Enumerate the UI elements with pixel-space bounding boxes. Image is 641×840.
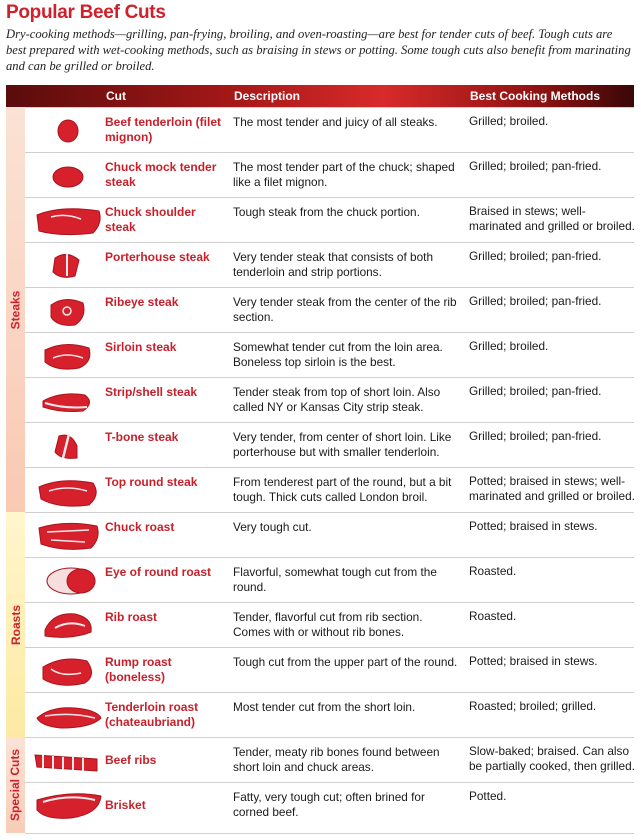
- cut-name: Strip/shell steak: [105, 385, 198, 399]
- ribeye-steak-icon: [31, 291, 105, 329]
- table-row: [25, 152, 634, 197]
- header-methods: Best Cooking Methods: [470, 89, 601, 103]
- cut-name: Chuck shoulder steak: [105, 205, 196, 234]
- cooking-methods: Potted; braised in stews.: [469, 654, 598, 668]
- cooking-methods: Potted.: [469, 789, 507, 803]
- table-row: [25, 557, 634, 602]
- group-label-steaks: Steaks: [8, 290, 23, 329]
- cut-description: Fatty, very tough cut; often brined for corned beef.: [233, 790, 425, 819]
- table-row: [25, 467, 634, 512]
- cut-name: Beef ribs: [105, 753, 157, 767]
- cut-description: Tender, flavorful cut from rib section. Comes with or without rib bones.: [233, 610, 423, 639]
- table-row: [25, 737, 634, 782]
- cooking-methods: Grilled; broiled.: [469, 114, 549, 128]
- group-label-special: Special Cuts: [8, 748, 23, 822]
- table-row: [25, 332, 634, 377]
- cut-description: Tender steak from top of short loin. Also called NY or Kansas City strip steak.: [233, 385, 441, 414]
- cut-name: Eye of round roast: [105, 565, 212, 579]
- beef-ribs-icon: [31, 741, 105, 779]
- cut-description: The most tender part of the chuck; shaped like a filet mignon.: [233, 160, 455, 189]
- table-bottom-rule: [25, 833, 634, 834]
- group-steaks: [6, 107, 25, 512]
- table-row: [25, 647, 634, 692]
- cut-description: Very tender, from center of short loin. Like porterhouse but with smaller tenderloin.: [233, 430, 452, 459]
- porterhouse-steak-icon: [31, 246, 105, 284]
- cooking-methods: Grilled; broiled; pan-fried.: [469, 429, 602, 443]
- cooking-methods: Slow-baked; braised. Can also be partially cooked, then grilled.: [469, 744, 635, 773]
- table-row: [25, 197, 634, 242]
- header-description: Description: [234, 89, 301, 103]
- cut-name: Tenderloin roast (chateaubriand): [105, 700, 199, 729]
- cooking-methods: Braised in stews; well-marinated and grilled or broiled.: [469, 204, 635, 233]
- cut-description: Very tender steak from the center of the rib section.: [233, 295, 457, 324]
- tenderloin-roast-icon: [31, 696, 105, 734]
- cut-description: Tough cut from the upper part of the round.: [233, 655, 458, 669]
- brisket-icon: [31, 786, 105, 824]
- table-row: [25, 602, 634, 647]
- cut-name: Sirloin steak: [105, 340, 177, 354]
- t-bone-steak-icon: [31, 426, 105, 464]
- table-row: [25, 512, 634, 557]
- cut-description: From tenderest part of the round, but a bit tough. Thick cuts called London broil.: [233, 475, 452, 504]
- group-special-cuts: [6, 737, 25, 833]
- table-row: [25, 377, 634, 422]
- table-row: [25, 107, 634, 152]
- cooking-methods: Roasted.: [469, 609, 517, 623]
- chuck-roast-icon: [31, 516, 105, 554]
- cooking-methods: Roasted.: [469, 564, 517, 578]
- table-row: [25, 782, 634, 827]
- cut-name: Chuck roast: [105, 520, 175, 534]
- cut-name: Brisket: [105, 798, 146, 812]
- cooking-methods: Roasted; broiled; grilled.: [469, 699, 597, 713]
- cut-description: Flavorful, somewhat tough cut from the round.: [233, 565, 437, 594]
- cooking-methods: Grilled; broiled; pan-fried.: [469, 159, 602, 173]
- cut-description: Very tender steak that consists of both tenderloin and strip portions.: [233, 250, 434, 279]
- strip-steak-icon: [31, 381, 105, 419]
- top-round-steak-icon: [31, 471, 105, 509]
- cooking-methods: Grilled; broiled; pan-fried.: [469, 249, 602, 263]
- chuck-mock-steak-icon: [31, 156, 105, 194]
- cut-description: Tender, meaty rib bones found between short loin and chuck areas.: [233, 745, 440, 774]
- sirloin-steak-icon: [31, 336, 105, 374]
- cut-description: The most tender and juicy of all steaks.: [233, 115, 438, 129]
- eye-of-round-roast-icon: [31, 561, 105, 599]
- cut-name: Rump roast (boneless): [105, 655, 172, 684]
- cooking-methods: Potted; braised in stews; well-marinated and grilled or broiled.: [469, 474, 635, 503]
- cut-name: Rib roast: [105, 610, 158, 624]
- rump-roast-icon: [31, 651, 105, 689]
- group-label-roasts: Roasts: [8, 604, 23, 645]
- cut-description: Somewhat tender cut from the loin area. Boneless top sirloin is the best.: [233, 340, 443, 369]
- chuck-shoulder-steak-icon: [31, 201, 105, 239]
- cut-name: Top round steak: [105, 475, 198, 489]
- table-row: [25, 242, 634, 287]
- table-row: [25, 422, 634, 467]
- cut-name: T-bone steak: [105, 430, 179, 444]
- intro-text: Dry-cooking methods—grilling, pan-frying, broiling, and oven-roasting—are best for tender cuts of beef. Tough cuts are best prepared with wet-cooking methods, such as braising in stews or potting. Some tough cuts also benefit from marinating and can be grilled or broiled.: [6, 27, 631, 73]
- group-roasts: [6, 512, 25, 737]
- cooking-methods: Grilled; broiled; pan-fried.: [469, 294, 602, 308]
- rib-roast-icon: [31, 606, 105, 644]
- cut-description: Tough steak from the chuck portion.: [233, 205, 420, 219]
- table-row: [25, 692, 634, 737]
- cut-name: Beef tenderloin (filet mignon): [105, 115, 222, 144]
- page-title: Popular Beef Cuts: [6, 2, 166, 23]
- cooking-methods: Grilled; broiled.: [469, 339, 549, 353]
- header-cut: Cut: [106, 89, 126, 103]
- cooking-methods: Potted; braised in stews.: [469, 519, 598, 533]
- cut-description: Very tough cut.: [233, 520, 312, 534]
- cut-description: Most tender cut from the short loin.: [233, 700, 416, 714]
- cooking-methods: Grilled; broiled; pan-fried.: [469, 384, 602, 398]
- cut-name: Porterhouse steak: [105, 250, 210, 264]
- table-header: [6, 85, 634, 107]
- cut-name: Ribeye steak: [105, 295, 179, 309]
- tenderloin-steak-icon: [31, 111, 105, 149]
- table-row: [25, 287, 634, 332]
- cut-name: Chuck mock tender steak: [105, 160, 217, 189]
